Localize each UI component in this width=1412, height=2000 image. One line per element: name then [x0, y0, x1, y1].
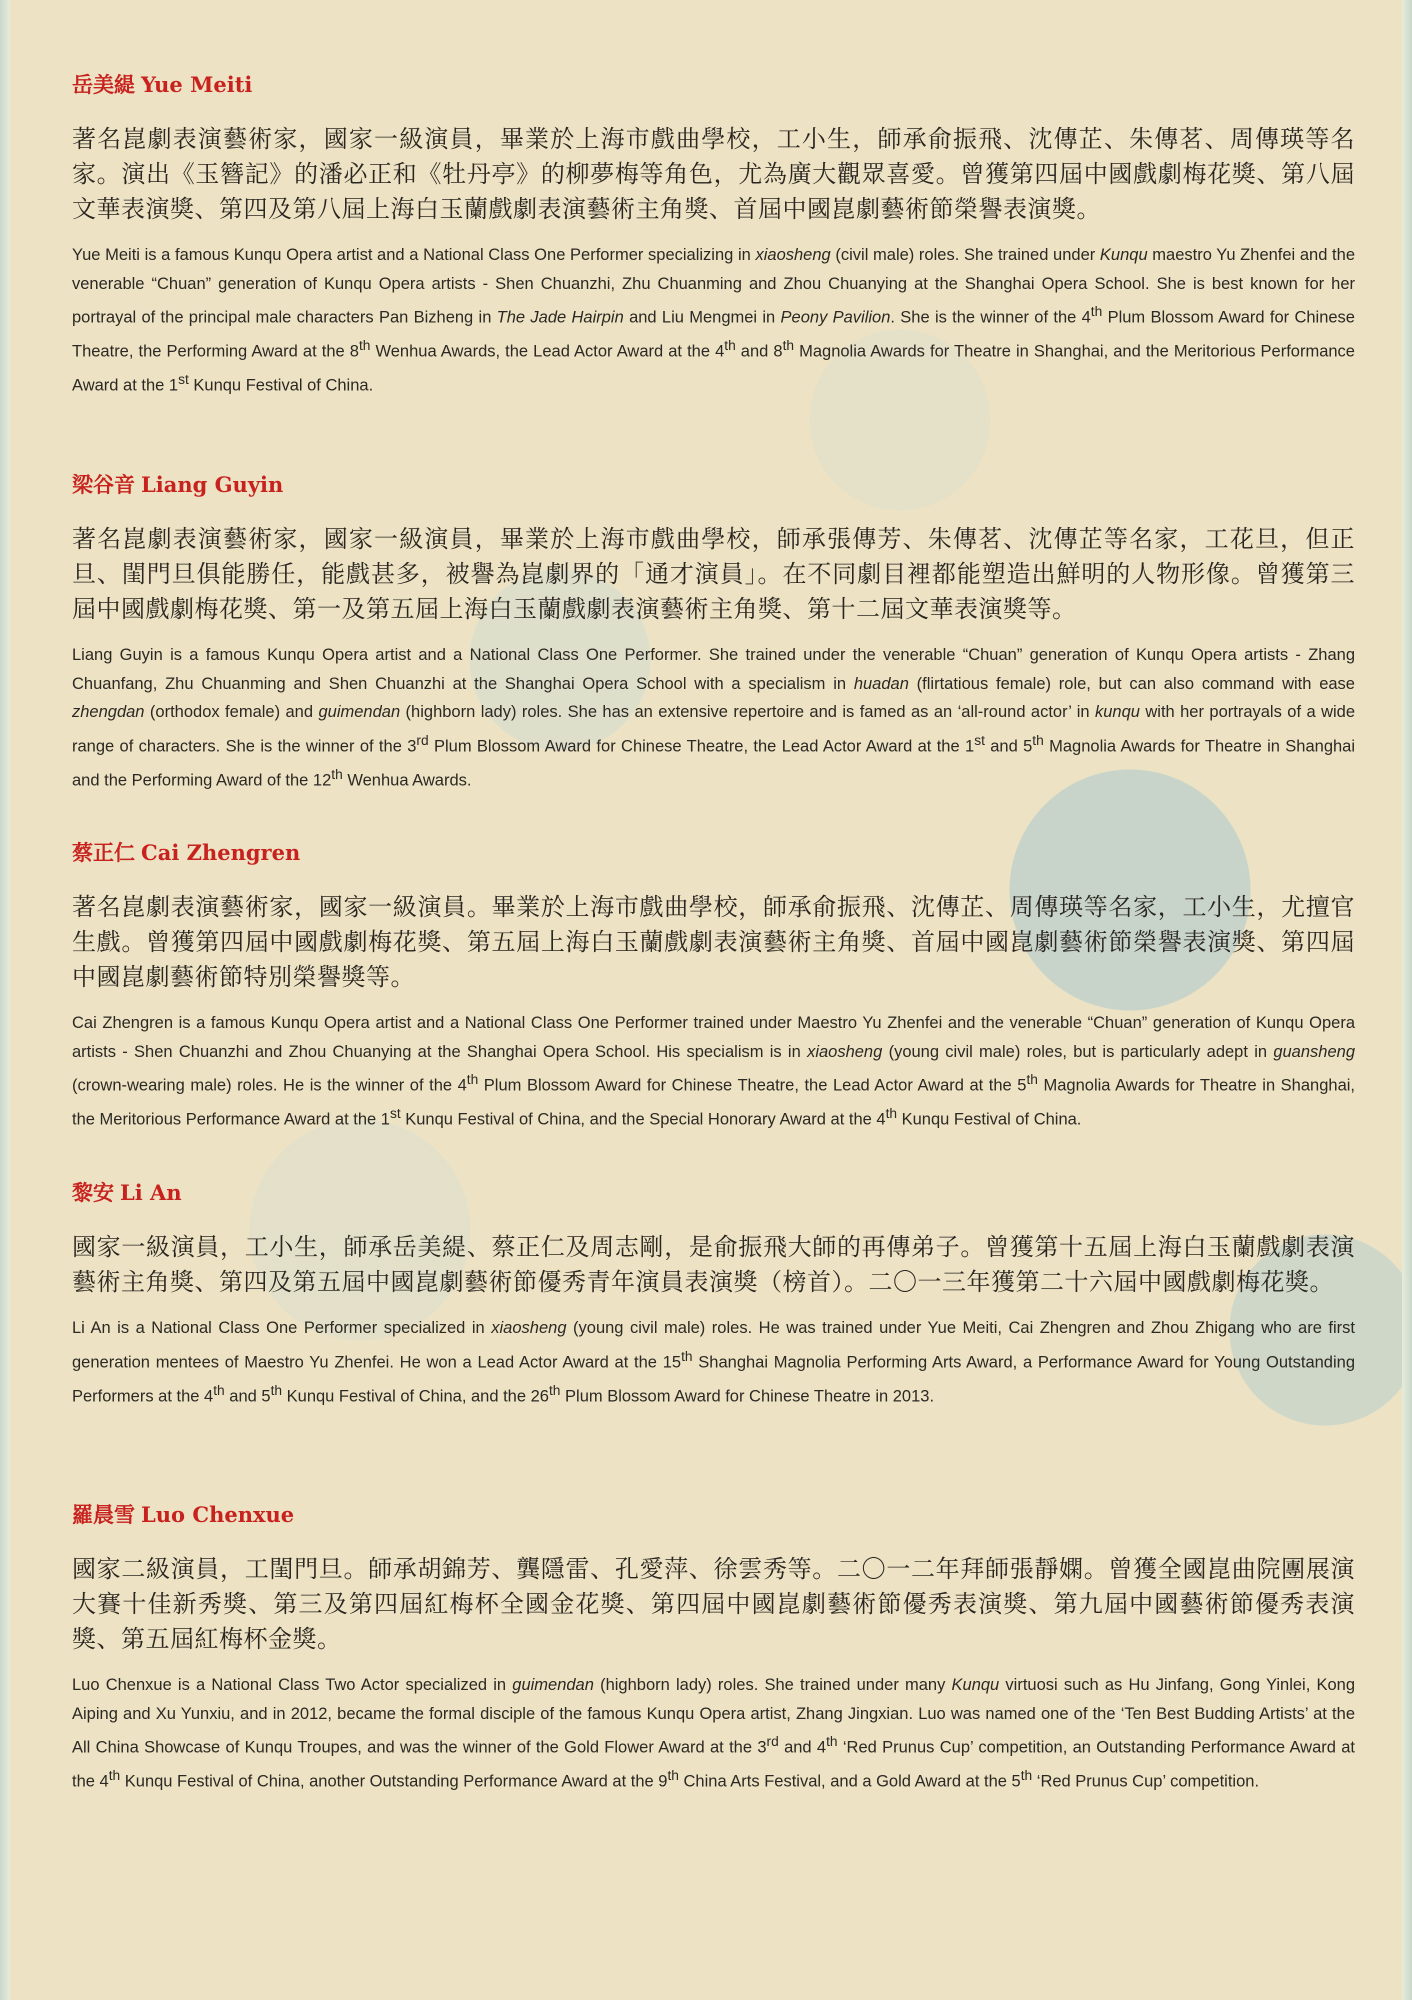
bio-english: Luo Chenxue is a National Class Two Actor specialized in guimendan (highborn lady) roles. She trained under many Kunqu virtuosi such as Hu Jinfang, Gong Yinlei, Kong Aiping and Xu Yunxiu, and in 2012, became the formal disciple of the famous Kunqu Opera artist, Zhang Jingxian. Luo was named one of the ‘Ten Best Budding Artists’ at the All China Showcase of Kunqu Troupes, and was the winner of the Gold Flower Award at the 3rd and 4th ‘Red Prunus Cup’ competition, an Outstanding Performance Award at the 4th Kunqu Festival of China, another Outstanding Performance Award at the 9th China Arts Festival, and a Gold Award at the 5th ‘Red Prunus Cup’ competition.	[72, 1676, 1356, 1791]
performer-section-luo-chenxue	[72, 1498, 1355, 1796]
name-zh: 岳美緹	[72, 72, 135, 97]
performer-section-cai-zhengren	[72, 836, 1355, 1134]
bio-english: Liang Guyin is a famous Kunqu Opera artist and a National Class One Performer. She trained under the venerable “Chuan” generation of Kunqu Opera artists - Zhang Chuanfang, Zhu Chuanming and Shen Chuanzhi at the Shanghai Opera School with a specialism in huadan (flirtatious female) role, but can also command with ease zhengdan (orthodox female) and guimendan (highborn lady) roles. She has an extensive repertoire and is famed as an ‘all-round actor’ in kunqu with her portrayals of a wide range of characters. She is the winner of the 3rd Plum Blossom Award for Chinese Theatre, the Lead Actor Award at the 1st and 5th Magnolia Awards for Theatre in Shanghai and the Performing Award of the 12th Wenhua Awards.	[72, 646, 1356, 789]
performer-name	[72, 68, 1355, 102]
name-zh: 羅晨雪	[72, 1502, 135, 1527]
performer-name	[72, 1498, 1355, 1532]
name-en: Luo Chenxue	[141, 1502, 295, 1527]
performer-section-yue-meiti	[72, 68, 1355, 400]
performer-section-li-an	[72, 1176, 1355, 1411]
bio-chinese: 著名崑劇表演藝術家，國家一級演員，畢業於上海市戲曲學校，師承張傳芳、朱傳茗、沈傳芷等名家，工花旦，但正旦、閨門旦俱能勝任，能戲甚多，被譽為崑劇界的「通才演員」。在不同劇目裡都能塑造出鮮明的人物形像。曾獲第三屆中國戲劇梅花獎、第一及第五屆上海白玉蘭戲劇表演藝術主角獎、第十二屆文華表演獎等。	[72, 525, 1355, 623]
name-zh: 蔡正仁	[72, 840, 135, 865]
performer-name	[72, 1176, 1355, 1210]
bio-english: Li An is a National Class One Performer specialized in xiaosheng (young civil male) roles. He was trained under Yue Meiti, Cai Zhengren and Zhou Zhigang who are first generation mentees of Maestro Yu Zhenfei. He won a Lead Actor Award at the 15th Shanghai Magnolia Performing Arts Award, a Performance Award for Young Outstanding Performers at the 4th and 5th Kunqu Festival of China, and the 26th Plum Blossom Award for Chinese Theatre in 2013.	[72, 1319, 1356, 1405]
bio-chinese: 國家二級演員，工閨門旦。師承胡錦芳、龔隱雷、孔愛萍、徐雲秀等。二〇一二年拜師張靜嫻。曾獲全國崑曲院團展演大賽十佳新秀獎、第三及第四屆紅梅杯全國金花獎、第四屆中國崑劇藝術節優秀表演獎、第九屆中國藝術節優秀表演獎、第五屆紅梅杯金獎。	[72, 1555, 1355, 1653]
bio-chinese: 著名崑劇表演藝術家，國家一級演員。畢業於上海市戲曲學校，師承俞振飛、沈傳芷、周傳瑛等名家，工小生，尤擅官生戲。曾獲第四屆中國戲劇梅花獎、第五屆上海白玉蘭戲劇表演藝術主角獎、首屆中國崑劇藝術節榮譽表演獎、第四屆中國崑劇藝術節特別榮譽獎等。	[72, 893, 1355, 991]
name-en: Liang Guyin	[141, 472, 284, 497]
bio-chinese: 著名崑劇表演藝術家，國家一級演員，畢業於上海市戲曲學校，工小生，師承俞振飛、沈傳芷、朱傳茗、周傳瑛等名家。演出《玉簪記》的潘必正和《牡丹亭》的柳夢梅等角色，尤為廣大觀眾喜愛。曾獲第四屆中國戲劇梅花獎、第八屆文華表演獎、第四及第八屆上海白玉蘭戲劇表演藝術主角獎、首屆中國崑劇藝術節榮譽表演獎。	[72, 125, 1355, 223]
name-en: Cai Zhengren	[141, 840, 301, 865]
performer-name	[72, 836, 1355, 870]
bio-english: Yue Meiti is a famous Kunqu Opera artist and a National Class One Performer specializing in xiaosheng (civil male) roles. She trained under Kunqu maestro Yu Zhenfei and the venerable “Chuan” generation of Kunqu Opera artists - Shen Chuanzhi, Zhu Chuanming and Zhou Chuanying at the Shanghai Opera School. She is best known for her portrayal of the principal male characters Pan Bizheng in The Jade Hairpin and Liu Mengmei in Peony Pavilion. She is the winner of the 4th Plum Blossom Award for Chinese Theatre, the Performing Award at the 8th Wenhua Awards, the Lead Actor Award at the 4th and 8th Magnolia Awards for Theatre in Shanghai, and the Meritorious Performance Award at the 1st Kunqu Festival of China.	[72, 246, 1355, 395]
name-zh: 梁谷音	[72, 472, 135, 497]
bio-english: Cai Zhengren is a famous Kunqu Opera artist and a National Class One Performer trained under Maestro Yu Zhenfei and the venerable “Chuan” generation of Kunqu Opera artists - Shen Chuanzhi and Zhou Chuanying at the Shanghai Opera School. His specialism is in xiaosheng (young civil male) roles, but is particularly adept in guansheng (crown-wearing male) roles. He is the winner of the 4th Plum Blossom Award for Chinese Theatre, the Lead Actor Award at the 5th Magnolia Awards for Theatre in Shanghai, the Meritorious Performance Award at the 1st Kunqu Festival of China, and the Special Honorary Award at the 4th Kunqu Festival of China.	[72, 1014, 1355, 1129]
name-en: Yue Meiti	[141, 72, 253, 97]
bio-chinese: 國家一級演員，工小生，師承岳美緹、蔡正仁及周志剛，是俞振飛大師的再傳弟子。曾獲第十五屆上海白玉蘭戲劇表演藝術主角獎、第四及第五屆中國崑劇藝術節優秀青年演員表演獎（榜首）。二〇一三年獲第二十六屆中國戲劇梅花獎。	[72, 1233, 1355, 1296]
left-border	[0, 0, 10, 2000]
performer-section-liang-guyin	[72, 468, 1355, 795]
right-border	[1402, 0, 1412, 2000]
performer-name	[72, 468, 1355, 502]
name-en: Li An	[120, 1180, 182, 1205]
name-zh: 黎安	[72, 1180, 114, 1205]
